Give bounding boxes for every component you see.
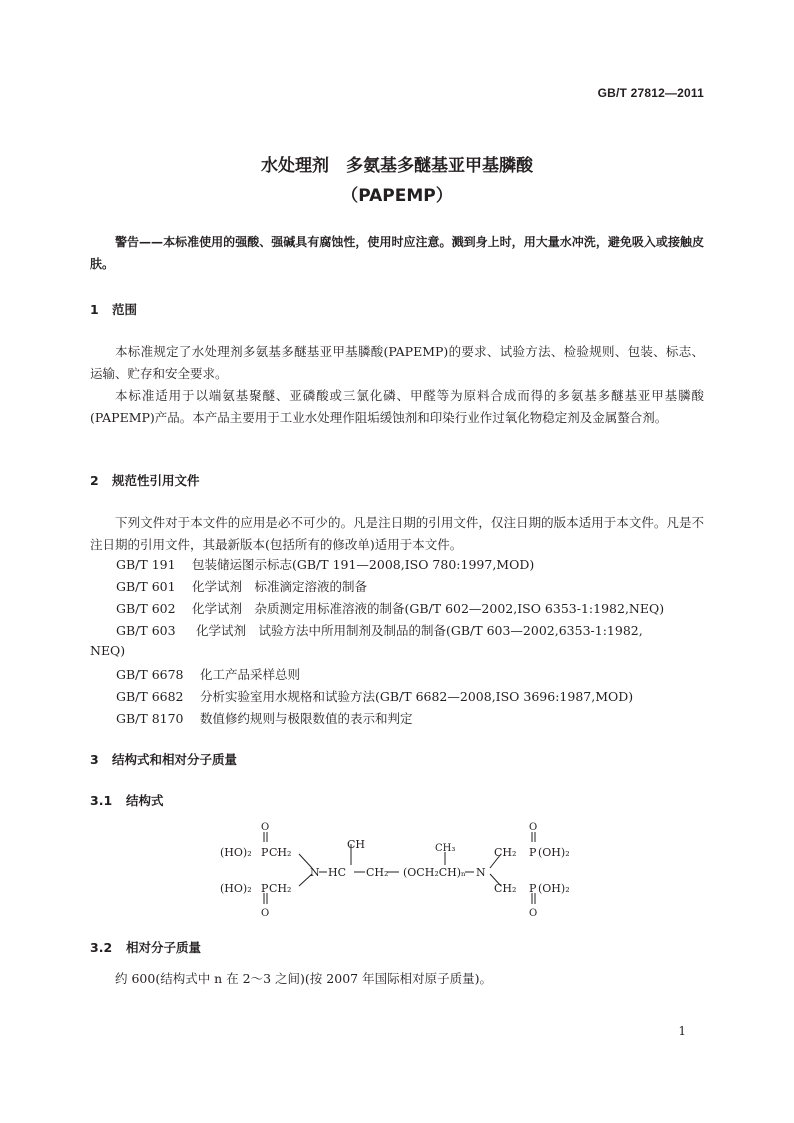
reference-title: 化工产品采样总则: [200, 667, 301, 682]
ch-label: CH: [347, 838, 366, 851]
references-intro: 下列文件对于本文件的应用是必不可少的。凡是注日期的引用文件，仅注日期的版本适用于本文件。凡是不注日期的引用文件，其最新版本(包括所有的修改单)适用于本文件。: [90, 515, 704, 552]
hydroxy-group-top-right: (OH)₂: [538, 846, 570, 859]
reference-item: [116, 665, 300, 683]
section-number: 2: [90, 473, 99, 488]
reference-code: GB/T 191: [116, 557, 176, 572]
reference-title: 化学试剂 杂质测定用标准溶液的制备(GB/T 602—2002,ISO 6353-1:1982,NEQ): [192, 601, 665, 616]
section-2-heading: [90, 471, 200, 489]
section-number: 3: [90, 752, 99, 767]
reference-item: [116, 555, 534, 573]
molecular-mass-text: 约 600(结构式中 n 在 2～3 之间)(按 2007 年国际相对原子质量)。: [115, 971, 492, 986]
methylene-bottom-right: CH₂: [494, 882, 517, 895]
methylene-top-right: CH₂: [494, 846, 517, 859]
oxygen-atom-bottom-right: O: [529, 908, 538, 919]
section-title: 范围: [112, 302, 138, 317]
subsection-title: 结构式: [126, 793, 164, 808]
section-title: 结构式和相对分子质量: [112, 752, 238, 767]
phosphorus-atom-top-right: P: [529, 846, 537, 859]
hc-label: HC: [328, 866, 347, 879]
reference-code: GB/T 602: [116, 601, 176, 616]
subsection-title: 相对分子质量: [126, 940, 202, 955]
reference-item: [116, 599, 664, 617]
reference-continuation: NEQ): [90, 643, 126, 658]
reference-title: 包装储运图示标志(GB/T 191—2008,ISO 780:1997,MOD): [192, 557, 535, 572]
document-title: 水处理剂 多氨基多醚基亚甲基膦酸: [261, 156, 533, 176]
reference-title: 分析实验室用水规格和试验方法(GB/T 6682—2008,ISO 3696:1987,MOD): [200, 689, 634, 704]
phosphorus-atom-top-left: P: [261, 846, 269, 859]
warning-paragraph: 警告——本标准使用的强酸、强碱具有腐蚀性，使用时应注意。溅到身上时，用大量水冲洗，避免吸入或接触皮肤。: [90, 235, 704, 271]
standard-code: GB/T 27812—2011: [597, 86, 704, 100]
reference-title: 化学试剂 试验方法中所用制剂及制品的制备(GB/T 603—2002,6353-1:1982,: [196, 623, 643, 638]
reference-item: [116, 709, 413, 727]
section-1-heading: [90, 300, 137, 318]
page-number: 1: [678, 1024, 686, 1038]
reference-code: GB/T 6682: [116, 689, 184, 704]
phosphorus-atom-bottom-right: P: [529, 882, 537, 895]
document-title-abbrev: （PAPEMP）: [341, 186, 453, 206]
subsection-3-1-heading: [90, 791, 164, 809]
nitrogen-atom-left: N: [310, 866, 320, 879]
reference-title: 化学试剂 标准滴定溶液的制备: [192, 579, 368, 594]
oxygen-atom-top-right: O: [529, 822, 538, 833]
oxypropylene-repeat: (OCH₂CH)ₙ: [403, 866, 466, 879]
hydroxy-group-bottom-left: (HO)₂: [220, 882, 252, 895]
methylene-bottom-left: CH₂: [269, 882, 292, 895]
reference-item: [116, 577, 367, 595]
subsection-number: 3.2: [90, 940, 113, 955]
subsection-number: 3.1: [90, 793, 113, 808]
reference-code: GB/T 603: [116, 623, 176, 638]
reference-item: [116, 687, 633, 705]
reference-code: GB/T 601: [116, 579, 176, 594]
reference-code: GB/T 6678: [116, 667, 184, 682]
methylene-chain: CH₂: [366, 866, 389, 879]
hydroxy-group-bottom-right: (OH)₂: [538, 882, 570, 895]
reference-title: 数值修约规则与极限数值的表示和判定: [200, 711, 413, 726]
oxygen-atom-top-left: O: [261, 822, 270, 833]
scope-paragraph-1: 本标准规定了水处理剂多氨基多醚基亚甲基膦酸(PAPEMP)的要求、试验方法、检验规则、包装、标志、运输、贮存和安全要求。: [90, 344, 704, 381]
reference-code: GB/T 8170: [116, 711, 184, 726]
section-title: 规范性引用文件: [112, 473, 200, 488]
nitrogen-atom-right: N: [476, 866, 486, 879]
section-3-heading: [90, 750, 237, 768]
scope-paragraph-2: 本标准适用于以端氨基聚醚、亚磷酸或三氯化磷、甲醛等为原料合成而得的多氨基多醚基亚甲基膦酸(PAPEMP)产品。本产品主要用于工业水处理作阻垢缓蚀剂和印染行业作过氧化物稳定剂及金属螯合剂。: [90, 388, 704, 425]
methylene-top-left: CH₂: [269, 846, 292, 859]
methyl-label: CH₃: [435, 843, 456, 854]
hydroxy-group-top-left: (HO)₂: [220, 846, 252, 859]
phosphorus-atom-bottom-left: P: [261, 882, 269, 895]
reference-item: [116, 621, 643, 639]
section-number: 1: [90, 302, 99, 317]
oxygen-atom-bottom-left: O: [261, 908, 270, 919]
structural-formula: [218, 816, 588, 924]
subsection-3-2-heading: [90, 938, 201, 956]
